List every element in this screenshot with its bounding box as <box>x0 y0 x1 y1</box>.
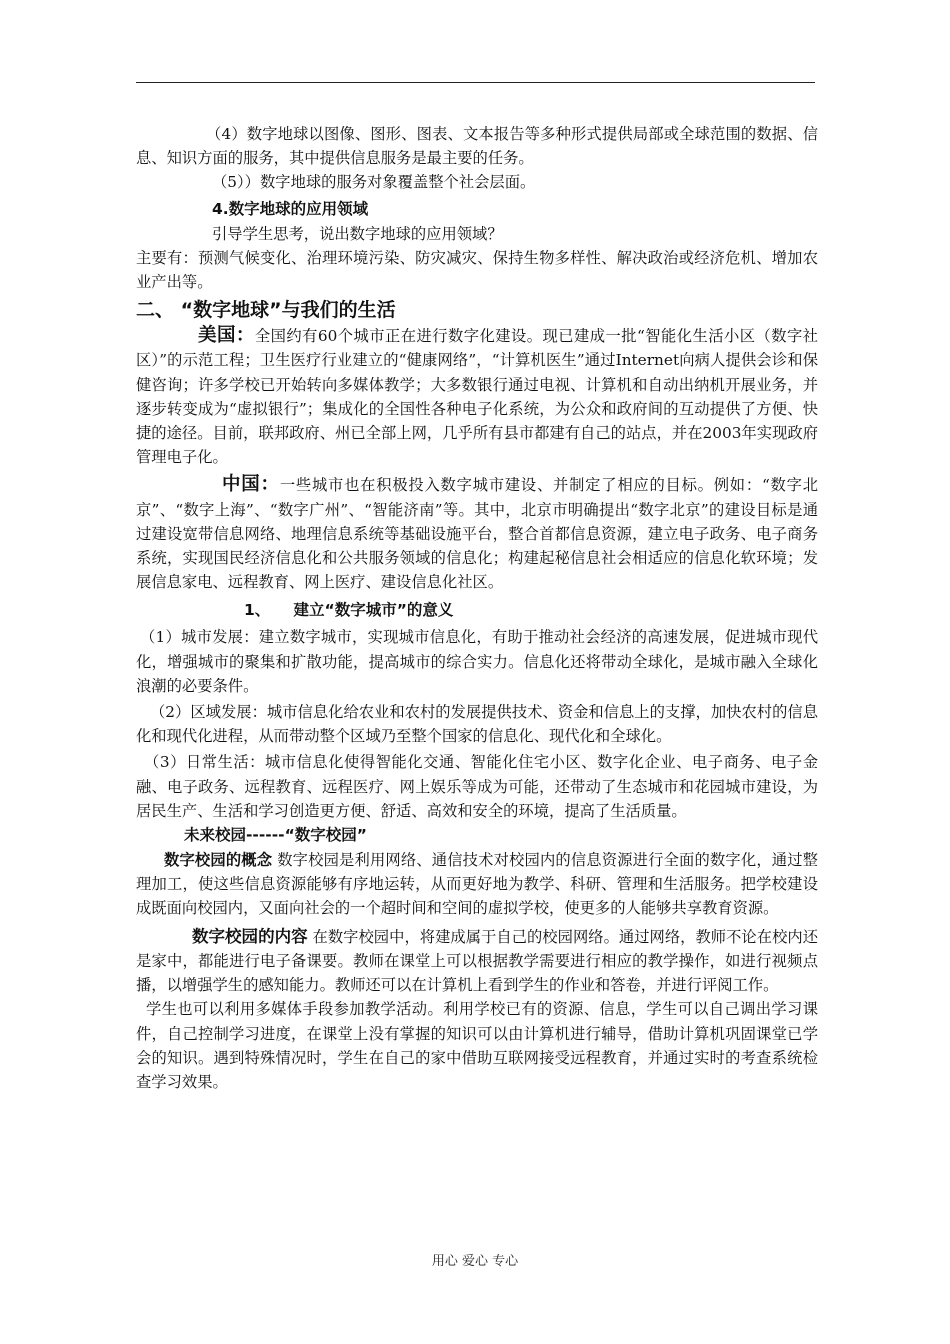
china-paragraph <box>136 473 818 594</box>
china-text: 一些城市也在积极投入数字城市建设、并制定了相应的目标。例如：“数字北京”、“数字上海”、“数字广州”、“智能济南”等。其中，北京市明确提出“数字北京”的建设目标是通过建设宽带信息网络、地理信息系统等基础设施平台，整合首都信息资源，建立电子政务、电子商务系统，实现国民经济信息化和公共服务领域的信息化；构建起秘信息社会相适应的信息化软环境；发展信息家电、远程教育、网上医疗、建设信息化社区。 <box>136 476 818 592</box>
header-rule <box>136 82 815 83</box>
significance-regional: （2）区域发展：城市信息化给农业和农村的发展提供技术、资金和信息上的支撑，加快农村的信息化和现代化进程，从而带动整个区域乃至整个国家的信息化、现代化和全球化。 <box>136 703 818 746</box>
usa-label: 美国： <box>198 325 255 347</box>
campus-content-text: 在数字校园中，将建成属于自己的校园网络。通过网络，教师不论在校内还是家中，都能进行电子备课要。教师在课堂上可以根据教学需要进行相应的教学操作，如进行视频点播，以增强学生的感知能力。教师还可以在计算机上看到学生的作业和答卷，并进行评阅工作。 <box>136 927 819 995</box>
campus-content-label: 数字校园的内容 <box>192 926 308 946</box>
application-heading: 4.数字地球的应用领域 <box>212 199 369 218</box>
usa-paragraph <box>136 324 818 469</box>
usa-text: 全国约有60个城市正在进行数字化建设。现已建成一批“智能化生活小区（数字社区）”的示范工程；卫生医疗行业建立的“健康网络”，“计算机医生”通过Internet向病人提供会诊和保健咨询；许多学校已开始转向多媒体教学；大多数银行通过电视、计算机和自动出纳机开展业务，并逐步转变成为“虚拟银行”；集成化的全国性各种电子化系统，为公众和政府间的互动提供了方便、快捷的途径。目前，联邦政府、州已全部上网，几乎所有县市都建有自己的站点，并在2003年实现政府管理电子化。 <box>136 327 818 467</box>
application-prompt: 引导学生思考，说出数字地球的应用领域？ <box>212 224 503 243</box>
campus-concept-text: 数字校园是利用网络、通信技术对校园内的信息资源进行全面的数字化，通过整理加工，使这些信息资源能够有序地运转，从而更好地为教学、科研、管理和生活服务。把学校建设成既面向校园内，又面向社会的一个超时间和空间的虚拟学校，使更多的人能够共享教育资源。 <box>136 851 818 918</box>
significance-urban: （1）城市发展：建立数字城市，实现城市信息化，有助于推动社会经济的高速发展，促进城市现代化，增强城市的聚集和扩散功能，提高城市的综合实力。信息化还将带动全球化，是城市融入全球化浪潮的必要条件。 <box>136 628 818 695</box>
campus-heading: 未来校园------“数字校园” <box>184 826 367 845</box>
document-body <box>136 122 818 1094</box>
section-2-title: 二、 “数字地球”与我们的生活 <box>136 299 396 322</box>
campus-students-paragraph: 学生也可以利用多媒体手段参加教学活动。利用学校已有的资源、信息，学生可以自己调出学习课件，自己控制学习进度，在课堂上没有掌握的知识可以由计算机进行辅导，借助计算机巩固课堂已学会的知识。遇到特殊情况时，学生在自己的家中借助互联网接受远程教育，并通过实时的考查系统检查学习效果。 <box>136 1000 818 1091</box>
significance-daily-life: （3）日常生活：城市信息化使得智能化交通、智能化住宅小区、数字化企业、电子商务、电子金融、电子政务、远程教育、远程医疗、网上娱乐等成为可能，还带动了生态城市和花园城市建设，为居民生产、生活和学习创造更方便、舒适、高效和安全的环境，提高了生活质量。 <box>136 753 818 820</box>
campus-content-paragraph <box>136 925 818 998</box>
significance-heading: 1、 建立“数字城市”的意义 <box>244 601 454 620</box>
item-4-paragraph: （4）数字地球以图像、图形、图表、文本报告等多种形式提供局部或全球范围的数据、信息、知识方面的服务，其中提供信息服务是最主要的任务。 <box>136 125 818 168</box>
campus-concept-label: 数字校园的概念 <box>164 851 273 870</box>
campus-concept-paragraph <box>136 848 818 921</box>
page-footer: 用心 爱心 专心 <box>431 1254 519 1269</box>
china-label: 中国： <box>222 474 280 496</box>
application-answer: 主要有：预测气候变化、治理环境污染、防灾减灾、保持生物多样性、解决政治或经济危机、增加农业产出等。 <box>136 248 818 292</box>
item-5-paragraph: （5））数字地球的服务对象覆盖整个社会层面。 <box>212 173 536 192</box>
